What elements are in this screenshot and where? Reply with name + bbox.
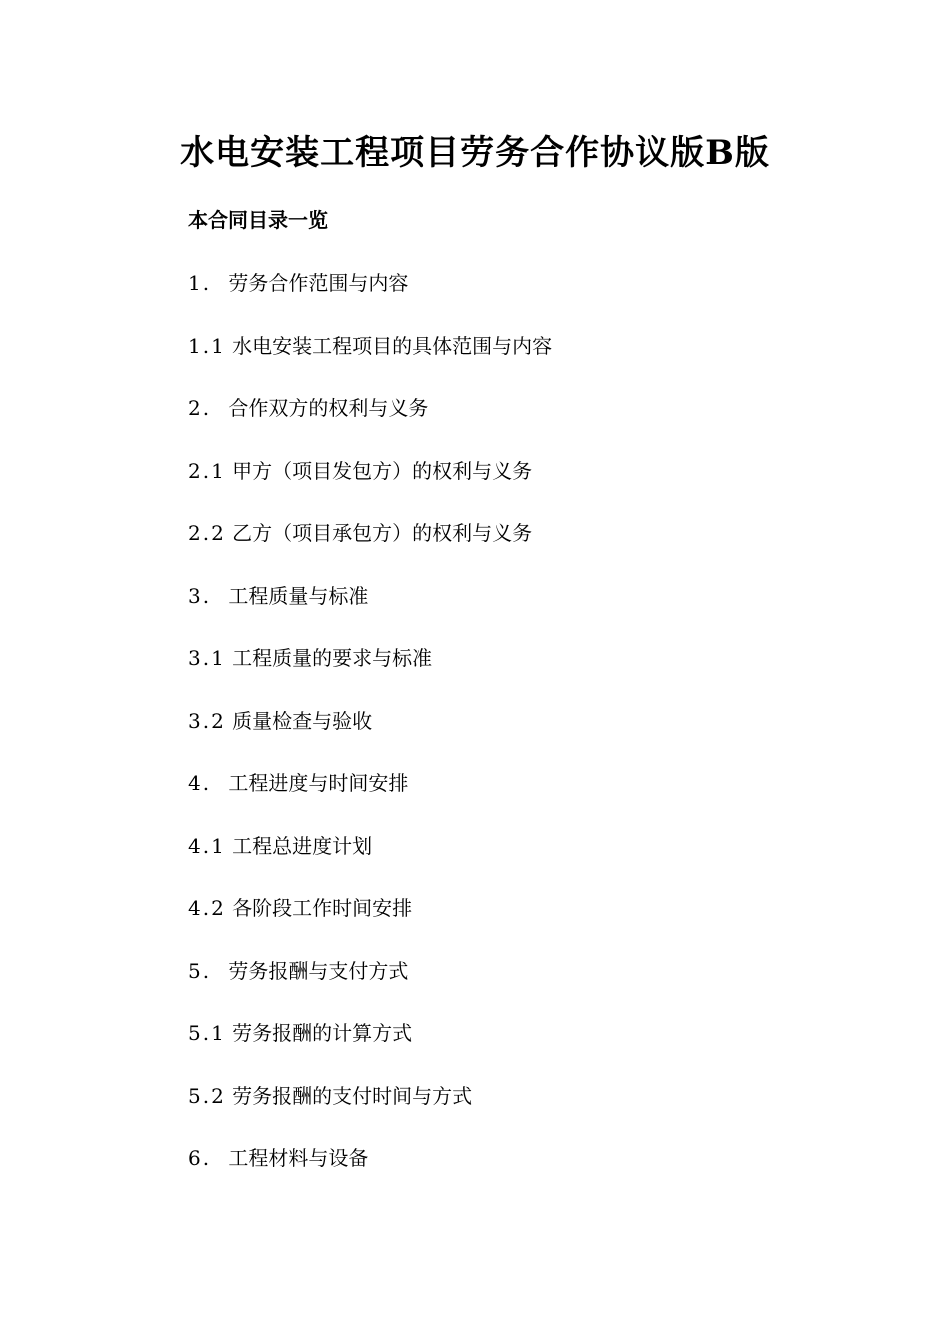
toc-item bbox=[188, 518, 552, 581]
toc-item-text: 工程材料与设备 bbox=[228, 1146, 369, 1170]
toc-item-text: 工程质量与标准 bbox=[228, 583, 369, 608]
toc-item-text: 质量检查与验收 bbox=[232, 708, 373, 733]
toc-list bbox=[188, 268, 552, 1206]
toc-item-number: 4.1 bbox=[188, 833, 226, 858]
toc-item bbox=[188, 1081, 552, 1144]
toc-item bbox=[188, 456, 552, 519]
toc-item-number: 2.1 bbox=[188, 458, 226, 483]
toc-item-number: 2. bbox=[188, 396, 212, 420]
toc-item-number: 2.2 bbox=[188, 521, 226, 545]
toc-item bbox=[188, 1018, 552, 1081]
toc-item-number: 5. bbox=[188, 958, 212, 983]
toc-item bbox=[188, 393, 552, 456]
toc-item bbox=[188, 643, 552, 706]
toc-item-text: 劳务报酬与支付方式 bbox=[228, 958, 409, 983]
toc-item-number: 4. bbox=[188, 771, 212, 795]
toc-item bbox=[188, 893, 552, 956]
toc-item-text: 各阶段工作时间安排 bbox=[232, 896, 413, 920]
toc-item-number: 1. bbox=[188, 271, 212, 295]
toc-heading: 本合同目录一览 bbox=[188, 208, 328, 232]
toc-item-text: 工程总进度计划 bbox=[232, 833, 373, 858]
toc-item-text: 工程进度与时间安排 bbox=[228, 771, 409, 795]
toc-item bbox=[188, 1143, 552, 1206]
toc-item-text: 乙方（项目承包方）的权利与义务 bbox=[232, 521, 533, 545]
toc-item-text: 合作双方的权利与义务 bbox=[228, 396, 429, 420]
toc-item-text: 工程质量的要求与标准 bbox=[232, 646, 433, 670]
toc-item-number: 1.1 bbox=[188, 333, 226, 358]
toc-item bbox=[188, 581, 552, 644]
toc-item bbox=[188, 768, 552, 831]
toc-item-number: 5.1 bbox=[188, 1021, 226, 1045]
toc-item bbox=[188, 706, 552, 769]
toc-item-number: 3.1 bbox=[188, 646, 226, 670]
toc-item-text: 甲方（项目发包方）的权利与义务 bbox=[232, 458, 533, 483]
toc-item-text: 水电安装工程项目的具体范围与内容 bbox=[232, 333, 553, 358]
toc-item bbox=[188, 831, 552, 894]
toc-item-text: 劳务报酬的计算方式 bbox=[232, 1021, 413, 1045]
toc-item-text: 劳务报酬的支付时间与方式 bbox=[232, 1083, 473, 1108]
toc-item-number: 3. bbox=[188, 583, 212, 608]
toc-item bbox=[188, 956, 552, 1019]
toc-item bbox=[188, 331, 552, 394]
toc-item-text: 劳务合作范围与内容 bbox=[228, 271, 409, 295]
toc-item bbox=[188, 268, 552, 331]
toc-item-number: 6. bbox=[188, 1146, 212, 1170]
document-title: 水电安装工程项目劳务合作协议版B版 bbox=[180, 133, 770, 173]
toc-item-number: 3.2 bbox=[188, 708, 226, 733]
toc-item-number: 4.2 bbox=[188, 896, 226, 920]
toc-item-number: 5.2 bbox=[188, 1083, 226, 1108]
